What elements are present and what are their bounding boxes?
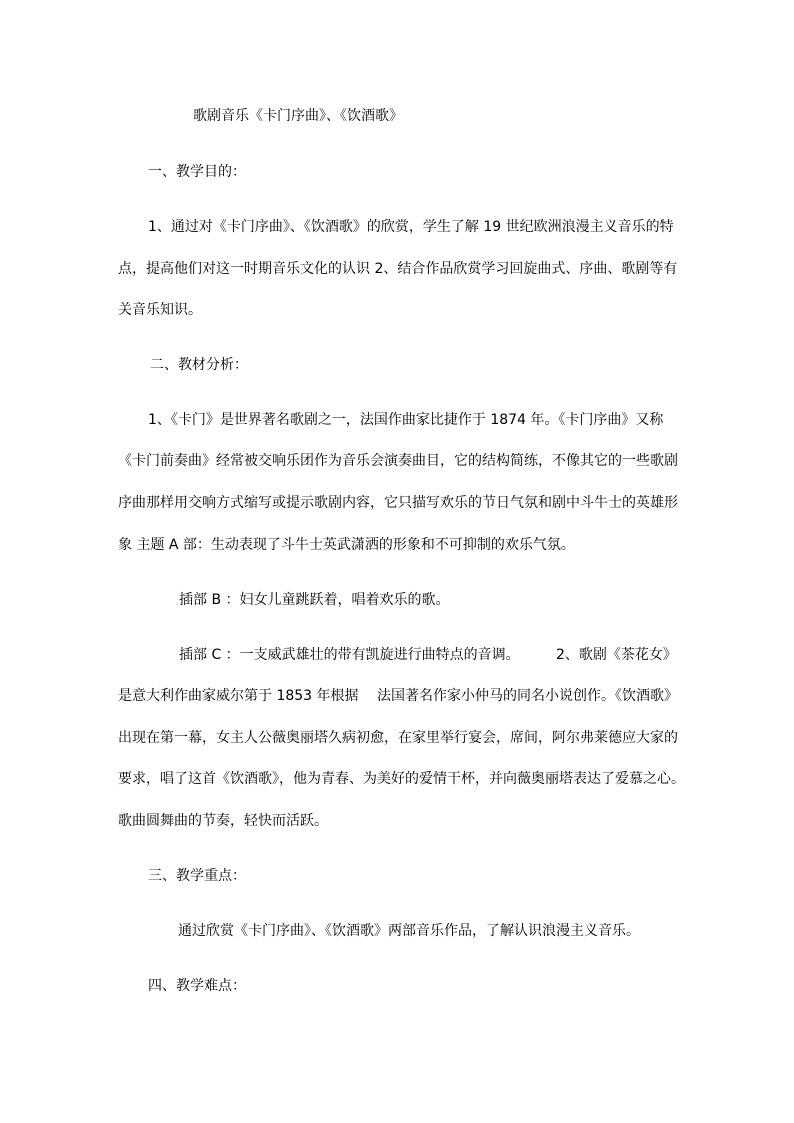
paragraph-line: 歌曲圆舞曲的节奏，轻快而活跃。 <box>118 813 328 829</box>
paragraph-line: 关音乐知识。 <box>118 302 202 318</box>
paragraph-line: 法国著名作家小仲马的同名小说创作。《饮酒歌》 <box>377 688 678 704</box>
item2-start: 2、歌剧《茶花女》 <box>556 647 677 663</box>
paragraph-line: 序曲那样用交响方式缩写或提示歌剧内容，它只描写欢乐的节日气氛和剧中斗牛士的英雄形 <box>118 495 678 511</box>
paragraph-line: 通过欣赏《卡门序曲》、《饮酒歌》两部音乐作品，了解认识浪漫主义音乐。 <box>178 923 640 939</box>
section-heading-material-analysis: 二、教材分析： <box>150 357 248 373</box>
paragraph-line: 1、《卡门》是世界著名歌剧之一，法国作曲家比捷作于 1874 年。《卡门序曲》又称 <box>148 412 664 428</box>
paragraph-line: 象 主题 A 部：生动表现了斗牛士英武潇洒的形象和不可抑制的欢乐气氛。 <box>118 537 575 553</box>
episode-c-line: 插部 C ：一支威武雄壮的带有凯旋进行曲特点的音调。 <box>179 647 520 663</box>
episode-b-line: 插部 B ：妇女儿童跳跃着，唱着欢乐的歌。 <box>179 592 450 608</box>
section-heading-objectives: 一、教学目的： <box>148 164 246 180</box>
paragraph-line: 1、通过对《卡门序曲》、《饮酒歌》的欣赏，学生了解 19 世纪欧洲浪漫主义音乐的特 <box>148 219 674 235</box>
paragraph-line: 要求，唱了这首《饮酒歌》，他为青春、为美好的爱情干杯，并向薇奥丽塔表达了爱慕之心。 <box>118 771 685 787</box>
section-heading-key-points: 三、教学重点： <box>148 868 246 884</box>
paragraph-line: 是意大利作曲家威尔第于 1853 年根据 <box>118 688 359 704</box>
paragraph-line: 出现在第一幕，女主人公薇奥丽塔久病初愈，在家里举行宴会，席间，阿尔弗莱德应大家的 <box>118 730 678 746</box>
section-heading-difficulties: 四、教学难点： <box>148 978 246 994</box>
paragraph-line: 《卡门前奏曲》经常被交响乐团作为音乐会演奏曲目，它的结构简练，不像其它的一些歌剧 <box>118 453 678 469</box>
paragraph-line: 点，提高他们对这一时期音乐文化的认识 2、结合作品欣赏学习回旋曲式、序曲、歌剧等有 <box>118 261 678 277</box>
document-title: 歌剧音乐《卡门序曲》、《饮酒歌》 <box>193 108 403 124</box>
